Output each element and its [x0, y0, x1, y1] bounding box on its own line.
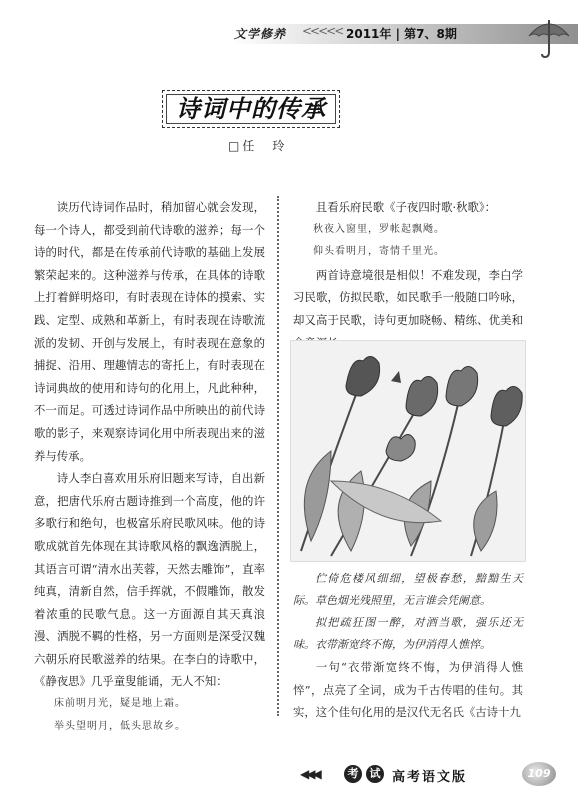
column-divider: [277, 196, 279, 716]
arrow-decoration: ◀◀◀: [300, 767, 319, 781]
publication-name: 高考语文版: [392, 770, 468, 785]
paragraph: 两首诗意境很是相似！不难发现，李白学习民歌，仿拟民歌，如民歌手一般随口吟咏，却又高于民歌，诗句更加晓畅、精练、优美和: [293, 267, 523, 327]
ci-stanza: 拟把疏狂图一醉，对酒当歌，强乐还无味。衣带渐宽终不悔，为伊消得人憔悴。: [293, 616, 523, 651]
author-byline: □任 玲: [228, 139, 288, 153]
paragraph: 诗人李白喜欢用乐府旧题来写诗，自出新意，把唐代乐府古题诗推到一个高度，他的许多歌行和绝句，也极富乐府民歌风味。他的诗歌成就首先体现在其诗歌风格的飘逸洒脱上，其语言可谓“清水出芙蓉，天然去雕饰”，直率纯真，清新自然，信手挥就，不假雕饰，散发着浓重的民歌气息。这一方面源自其天真浪漫、洒脱不羁的性格，另一方面则是深受汉魏六朝乐府民歌滋养的结果。在李白的诗歌中，《静夜思》几乎童叟能诵，无人不知：: [34, 471, 265, 689]
chevron-decoration: <<<<<: [302, 24, 343, 38]
running-footer: [300, 760, 570, 790]
badge-shi: 试: [366, 765, 384, 783]
left-column: [34, 196, 265, 738]
umbrella-icon: [526, 14, 572, 60]
page-number: 109: [522, 762, 556, 786]
title-frame: [162, 90, 340, 128]
issue-label: 2011年 | 第7、8期: [346, 27, 457, 41]
article-title: 诗词中的传承: [176, 95, 326, 123]
poem-line: 仰头看明月，寄情千里光。: [313, 246, 445, 258]
paragraph: 一句“衣带渐宽终不悔，为伊消得人憔悴”，点亮了全词，成为千古传唱的佳句。其实，这个佳句化用的是汉代无名氏《古诗十九: [293, 660, 523, 720]
intro-line: 且看乐府民歌《子夜四时歌·秋歌》：: [315, 200, 496, 214]
ci-stanza: 伫倚危楼风细细，望极春愁，黯黯生天际。草色烟光残照里，无言谁会凭阑意。: [293, 572, 523, 607]
ci-poem: [293, 568, 523, 724]
poem-line: 床前明月光，疑是地上霜。: [54, 698, 186, 710]
poem-line: 秋夜入窗里，罗帐起飘飏。: [313, 223, 445, 235]
badge-kao: 考: [344, 765, 362, 783]
running-header: [230, 14, 578, 64]
tulip-illustration: [290, 340, 526, 562]
poem-line: 举头望明月，低头思故乡。: [54, 720, 186, 732]
column-name: 文学修养: [234, 27, 287, 41]
paragraph: 读历代诗词作品时，稍加留心就会发现，每一个诗人，都受到前代诗歌的滋养；每一个诗的时代，都是在传承前代诗歌的基础上发展繁荣起来的。这种滋养与传承，在具体的诗歌上打着鲜明烙印，有时表现在诗体的摸索、实践、定型、成熟和革新上，有时表现在诗歌流派的发韧、开创与发展上，有时表现在意象的捕捉、沿用、理趣情志的寄托上，有时表现在诗词典故的使用和诗句的化用上，凡此种种，不一而足。可透过诗词作品中所映出的前代诗歌的影子，来观察诗词化用中所表现出来的滋养与传承。: [34, 200, 265, 463]
